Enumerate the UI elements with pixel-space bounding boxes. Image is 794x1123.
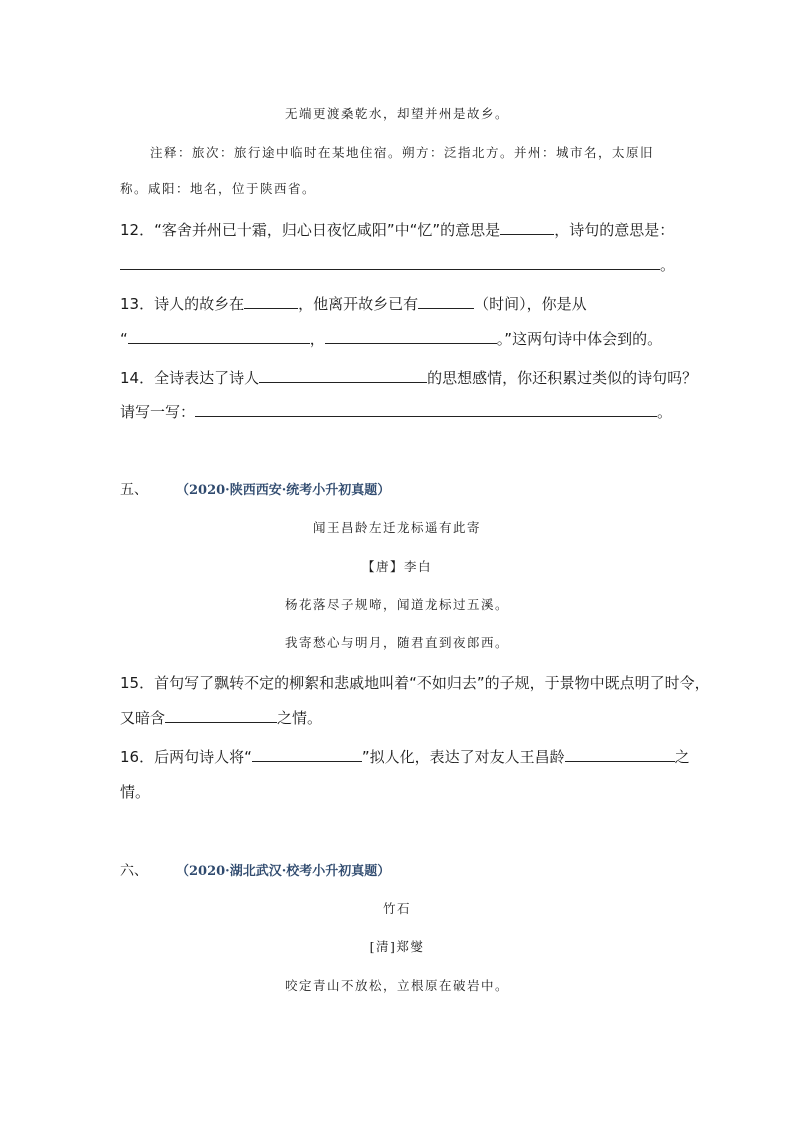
question-text: 之情。 bbox=[277, 709, 323, 727]
question-text: “ bbox=[120, 330, 128, 348]
poem-line: 咬定青山不放松，立根原在破岩中。 bbox=[284, 978, 509, 993]
answer-blank[interactable] bbox=[325, 329, 497, 344]
question-text: 。 bbox=[657, 403, 673, 421]
question-text: 13．诗人的故乡在 bbox=[120, 295, 245, 313]
question-12 bbox=[120, 219, 674, 240]
question-text: ”拟人化，表达了对友人王昌龄 bbox=[361, 748, 565, 766]
question-16-continued: 情。 bbox=[120, 783, 151, 801]
poem-line: 无端更渡桑乾水，却望并州是故乡。 bbox=[284, 106, 509, 121]
question-text: 请写一写： bbox=[120, 403, 196, 421]
question-text: 16．后两句诗人将“ bbox=[120, 748, 252, 766]
answer-blank[interactable] bbox=[259, 368, 427, 383]
section-number: 六、 bbox=[120, 863, 148, 879]
section-source: （2020·陕西西安·统考小升初真题） bbox=[176, 483, 391, 498]
poem-author: [清]郑燮 bbox=[369, 939, 425, 954]
question-text: 之 bbox=[674, 748, 690, 766]
section-number: 五、 bbox=[120, 482, 148, 498]
question-text: ，诗句的意思是： bbox=[554, 221, 675, 239]
question-12-answer-line bbox=[120, 254, 675, 275]
poem-notes-line: 称。咸阳：地名，位于陕西省。 bbox=[120, 181, 317, 196]
question-text: 的思想感情，你还积累过类似的诗句吗？ bbox=[427, 369, 698, 387]
question-16 bbox=[120, 746, 690, 767]
answer-blank[interactable] bbox=[195, 402, 657, 417]
answer-blank[interactable] bbox=[244, 294, 298, 309]
question-text: （时间），你是从 bbox=[474, 295, 587, 313]
section-source: （2020·湖北武汉·校考小升初真题） bbox=[176, 864, 391, 879]
question-text: 12．“客舍并州已十霜，归心日夜忆咸阳”中“忆”的意思是 bbox=[120, 221, 501, 239]
answer-blank[interactable] bbox=[128, 329, 310, 344]
question-text: ，他离开故乡已有 bbox=[298, 295, 419, 313]
poem-author: 【唐】李白 bbox=[361, 559, 432, 574]
answer-blank[interactable] bbox=[165, 708, 277, 723]
question-text: 。”这两句诗中体会到的。 bbox=[496, 330, 663, 348]
question-text: 。 bbox=[660, 256, 676, 274]
poem-notes-line: 注释：旅次：旅行途中临时在某地住宿。朔方：泛指北方。并州：城市名，太原旧 bbox=[150, 145, 655, 160]
poem-title: 闻王昌龄左迁龙标遥有此寄 bbox=[312, 520, 481, 535]
question-14-answer-line bbox=[120, 401, 672, 422]
question-14 bbox=[120, 367, 697, 388]
question-text: 14．全诗表达了诗人 bbox=[120, 369, 260, 387]
answer-blank[interactable] bbox=[120, 255, 660, 270]
answer-blank[interactable] bbox=[500, 220, 554, 235]
question-text: ， bbox=[309, 330, 325, 348]
poem-line: 我寄愁心与明月，随君直到夜郎西。 bbox=[284, 635, 509, 650]
poem-line: 杨花落尽子规啼，闻道龙标过五溪。 bbox=[284, 597, 509, 612]
question-13 bbox=[120, 293, 587, 314]
question-13-answer-line bbox=[120, 328, 662, 349]
answer-blank[interactable] bbox=[252, 747, 362, 762]
answer-blank[interactable] bbox=[565, 747, 675, 762]
question-text: 又暗含 bbox=[120, 709, 166, 727]
question-15: 15．首句写了飘转不定的柳絮和悲戚地叫着“不如归去”的子规，于景物中既点明了时令， bbox=[120, 674, 710, 692]
poem-title: 竹石 bbox=[382, 901, 411, 916]
question-15-answer-line bbox=[120, 707, 322, 728]
answer-blank[interactable] bbox=[418, 294, 474, 309]
